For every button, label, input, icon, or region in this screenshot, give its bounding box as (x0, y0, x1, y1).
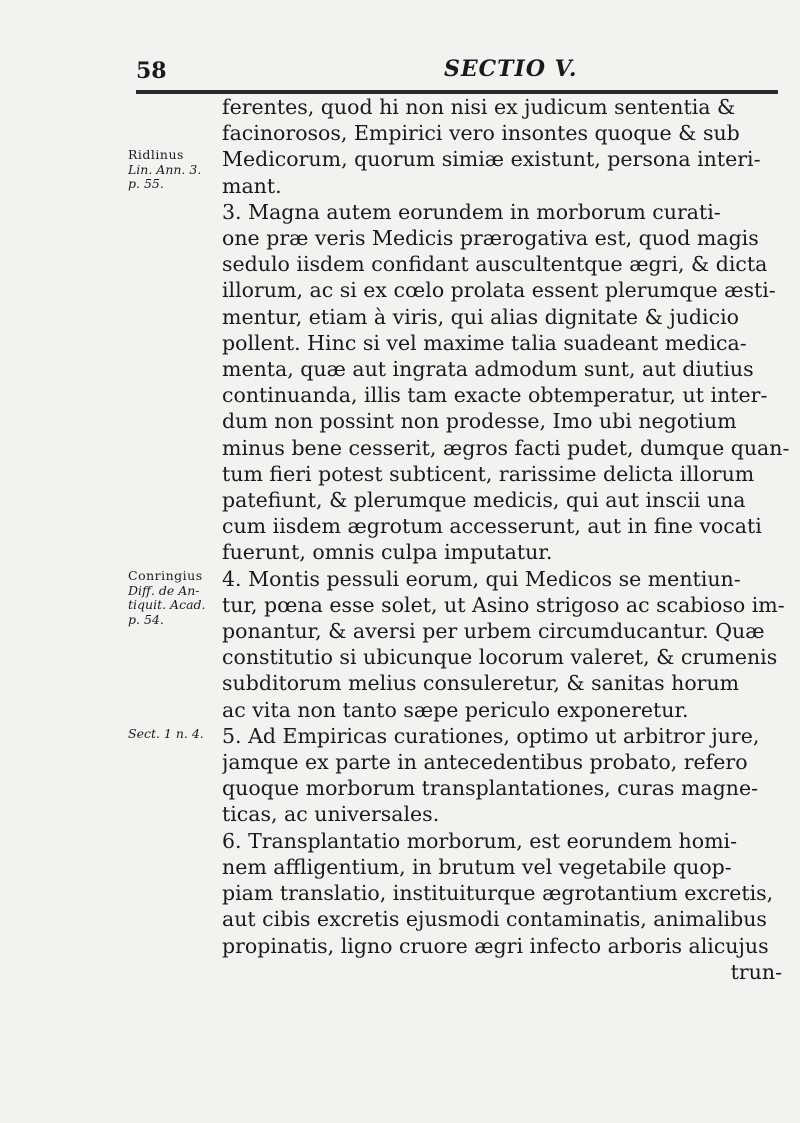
text-line: illorum, ac si ex cœlo prolata essent plerumque æsti- (222, 278, 776, 303)
catchword: trun- (730, 959, 782, 984)
text-line: nem affligentium, in brutum vel vegetabile quop- (222, 854, 732, 879)
text-line: menta, quæ aut ingrata admodum sunt, aut diutius (222, 357, 754, 382)
text-line: Medicorum, quorum simiæ existunt, persona interi- (222, 147, 761, 172)
text-line: tum fieri potest subticent, rarissime delicta illorum (222, 461, 755, 486)
text-line: piam translatio, instituiturque ægrotantium excretis, (222, 881, 774, 906)
paragraph-start-line: 4. Montis pessuli eorum, qui Medicos se mentiun- (222, 566, 741, 591)
margin-note-line: tiquit. Acad. (128, 598, 206, 612)
text-line: one præ veris Medicis prærogativa est, quod magis (222, 226, 759, 251)
text-line: fuerunt, omnis culpa imputatur. (222, 540, 553, 565)
text-line: ferentes, quod hi non nisi ex judicum sententia & (222, 95, 736, 119)
text-line: subditorum melius consuleretur, & sanitas horum (222, 671, 740, 696)
running-head: SECTIO V. (444, 56, 578, 82)
body-text (222, 94, 792, 985)
text-line: jamque ex parte in antecedentibus probato, refero (222, 750, 748, 775)
paragraph-start-line: 6. Transplantatio morborum, est eorundem homi- (222, 828, 737, 853)
text-line: mentur, etiam à viris, qui alias dignitate & judicio (222, 304, 739, 329)
text-line: minus bene cesserit, ægros facti pudet, dumque quan- (222, 435, 790, 460)
text-line: sedulo iisdem confidant auscultentque ægri, & dicta (222, 252, 768, 277)
text-line: ac vita non tanto sæpe periculo exponeretur. (222, 697, 689, 722)
margin-note-line: Diff. de An- (128, 583, 200, 598)
text-line: ponantur, & aversi per urbem circumducantur. Quæ (222, 619, 765, 644)
text-line: cum iisdem ægrotum accesserunt, aut in fine vocati (222, 514, 762, 539)
text-line: aut cibis excretis ejusmodi contaminatis, animalibus (222, 907, 767, 932)
paragraph-start-line: 5. Ad Empiricas curationes, optimo ut arbitror jure, (222, 723, 760, 748)
text-line: ticas, ac universales. (222, 802, 440, 827)
page-number: 58 (136, 58, 167, 84)
text-line: pollent. Hinc si vel maxime talia suadeant medica- (222, 330, 747, 355)
text-line: facinorosos, Empirici vero insontes quoque & sub (222, 121, 740, 146)
margin-note-line: p. 54. (128, 612, 164, 627)
text-line: constitutio si ubicunque locorum valeret, & crumenis (222, 645, 778, 670)
margin-note-line: p. 55. (128, 177, 164, 191)
margin-note-conringius (128, 569, 220, 627)
margin-note-line: Lin. Ann. 3. (128, 162, 202, 177)
margin-note-line: Ridlinus (128, 148, 184, 162)
paragraph-start-line: 3. Magna autem eorundem in morborum curati- (222, 199, 721, 224)
margin-note-line: Conringius (128, 569, 203, 583)
margin-note-section-ref (128, 727, 220, 742)
text-line: continuanda, illis tam exacte obtemperatur, ut inter- (222, 383, 768, 408)
margin-note-line: Sect. 1 n. 4. (128, 727, 204, 741)
text-line: dum non possint non prodesse, Imo ubi negotium (222, 409, 737, 434)
text-line: tur, pœna esse solet, ut Asino strigoso ac scabioso im- (222, 592, 785, 617)
margin-note-ridlinus (128, 148, 220, 192)
text-line: propinatis, ligno cruore ægri infecto arboris alicujus (222, 933, 769, 958)
text-line: patefiunt, & plerumque medicis, qui aut inscii una (222, 488, 746, 513)
text-line: mant. (222, 173, 282, 198)
text-line: quoque morborum transplantationes, curas magne- (222, 776, 759, 801)
